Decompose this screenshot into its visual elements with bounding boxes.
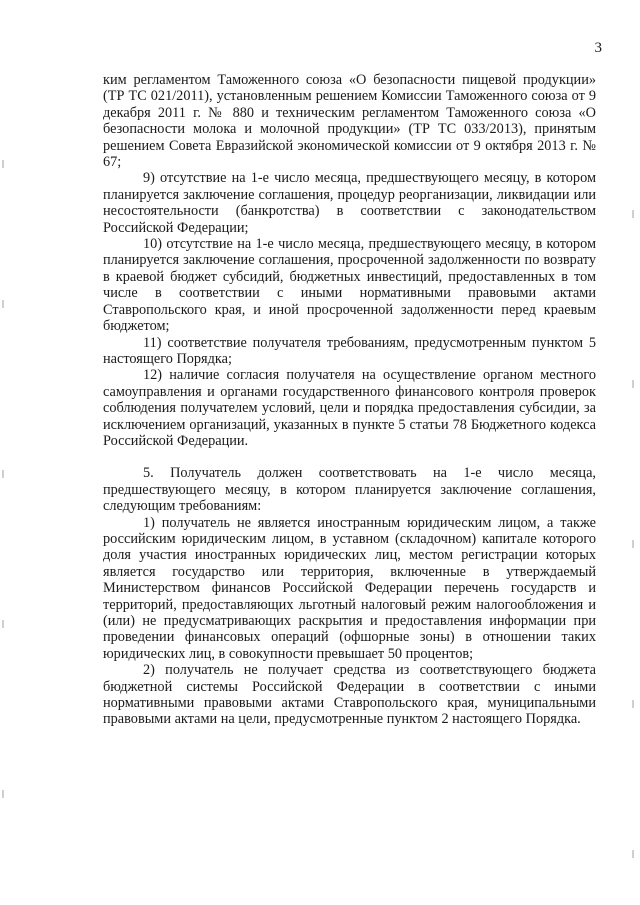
document-body <box>103 72 596 728</box>
paragraph-section-5: 5. Получатель должен соответствовать на 1-е число месяца, предшествующего месяцу, в котором планируется заключение соглашения, следующим требованиям: <box>103 465 596 515</box>
scan-edge-left <box>2 0 8 905</box>
paragraph-continuation: ким регламентом Таможенного союза «О безопасности пищевой продукции» (ТР ТС 021/2011), установленным решением Комиссии Таможенного союза от 9 декабря 2011 г. № 880 и техническим регламентом Таможенного союза «О безопасности молока и молочной продукции» (ТР ТС 033/2013), принятым решением Совета Евразийской экономической комиссии от 9 октября 2013 г. № 67; <box>103 72 596 171</box>
page-number: 3 <box>594 40 602 56</box>
paragraph-item-10: 10) отсутствие на 1-е число месяца, предшествующего месяцу, в котором планируется заключение соглашения, просроченной задолженности по возврату в краевой бюджет субсидий, бюджетных инвестиций, предоставленных в том числе в соответствии с иными нормативными правовыми актами Ставропольского края, и иной просроченной задолженности перед краевым бюджетом; <box>103 236 596 335</box>
paragraph-item-11: 11) соответствие получателя требованиям, предусмотренным пунктом 5 настоящего Порядка; <box>103 334 596 367</box>
paragraph-item-12: 12) наличие согласия получателя на осуществление органом местного самоуправления и органами государственного финансового контроля проверок соблюдения получателем условий, цели и порядка предоставления субсидии, за исключением организаций, указанных в пункте 5 статьи 78 Бюджетного кодекса Российской Федерации. <box>103 367 596 449</box>
paragraph-item-9: 9) отсутствие на 1-е число месяца, предшествующего месяцу, в котором планируется заключение соглашения, процедур реорганизации, ликвидации или несостоятельности (банкротства) в соответствии с законодательством Российской Федерации; <box>103 170 596 236</box>
paragraph-requirement-2: 2) получатель не получает средства из соответствующего бюджета бюджетной системы Российской Федерации в соответствии с иными нормативными правовыми актами Ставропольского края, муниципальными правовыми актами на цели, предусмотренные пунктом 2 настоящего Порядка. <box>103 662 596 728</box>
paragraph-requirement-1: 1) получатель не является иностранным юридическим лицом, а также российским юридическим лицом, в уставном (складочном) капитале которого доля участия иностранных юридических лиц, местом регистрации которых является государство или территория, включенные в утверждаемый Министерством финансов Российской Федерации перечень государств и территорий, предоставляющих льготный налоговый режим налогообложения и (или) не предусматривающих раскрытия и предоставления информации при проведении финансовых операций (офшорные зоны) в отношении таких юридических лиц, в совокупности превышает 50 процентов; <box>103 514 596 662</box>
scan-edge-right <box>632 0 638 905</box>
